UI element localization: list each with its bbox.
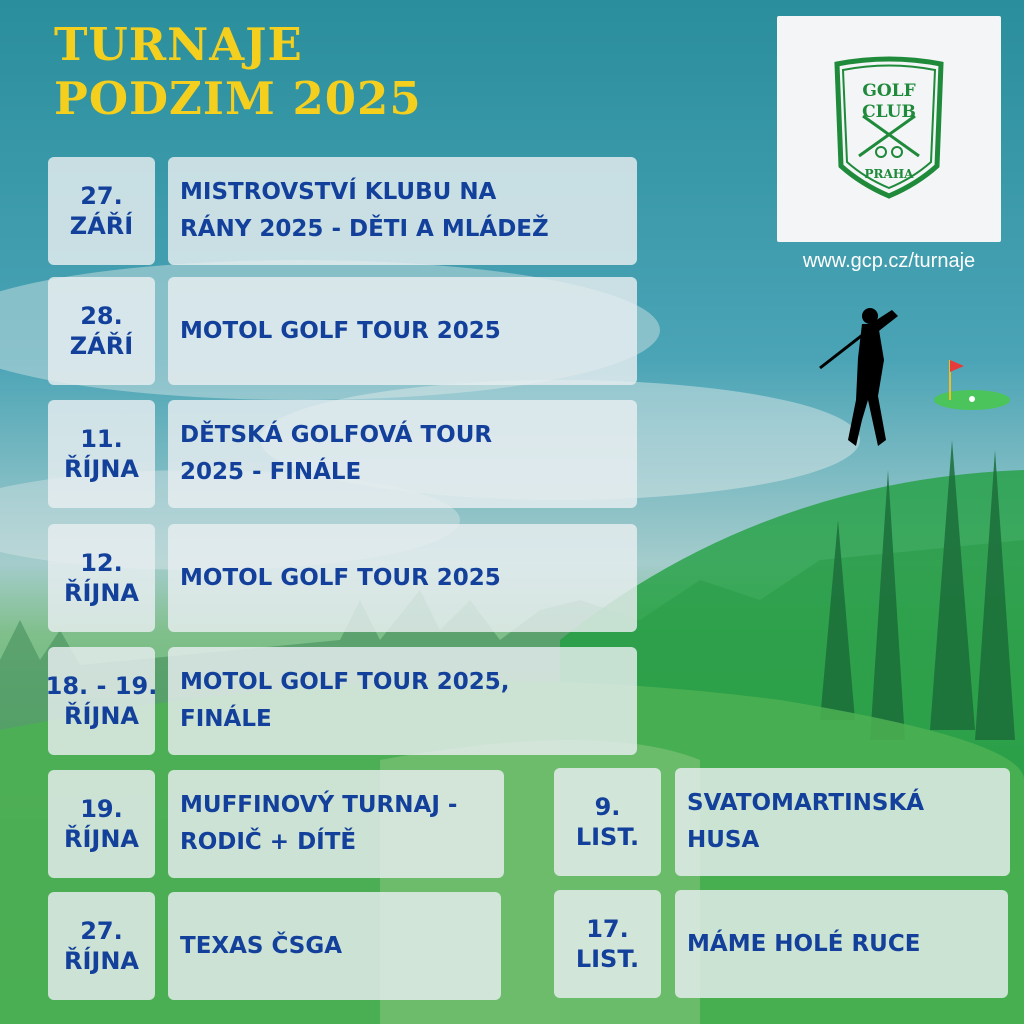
page-title — [54, 18, 422, 126]
logo-text-bottom: PRAHA — [864, 167, 914, 181]
title-line-2: PODZIM 2025 — [54, 72, 422, 125]
event-name-1[interactable]: MISTROVSTVÍ KLUBU NA RÁNY 2025 - DĚTI A MLÁDEŽ — [168, 157, 637, 265]
logo-text-mid: CLUB — [862, 102, 916, 122]
event-name-4[interactable]: MOTOL GOLF TOUR 2025 — [168, 524, 637, 632]
event-date-6: 19. ŘÍJNA — [48, 770, 155, 878]
event-name-6[interactable]: MUFFINOVÝ TURNAJ - RODIČ + DÍTĚ — [168, 770, 504, 878]
event-name-2[interactable]: MOTOL GOLF TOUR 2025 — [168, 277, 637, 385]
event-date-3: 11. ŘÍJNA — [48, 400, 155, 508]
golfer-illustration — [812, 300, 1017, 460]
golf-flag-icon — [934, 360, 1010, 410]
event-date-5: 18. - 19. ŘÍJNA — [48, 647, 155, 755]
event-name-3[interactable]: DĚTSKÁ GOLFOVÁ TOUR 2025 - FINÁLE — [168, 400, 637, 508]
event-name-7[interactable]: TEXAS ČSGA — [168, 892, 501, 1000]
event-date-9: 17. LIST. — [554, 890, 661, 998]
event-name-9[interactable]: MÁME HOLÉ RUCE — [675, 890, 1008, 998]
golf-club-emblem-icon — [777, 16, 1001, 242]
golfer-silhouette-icon — [820, 308, 898, 446]
club-logo — [777, 16, 1001, 242]
event-name-8[interactable]: SVATOMARTINSKÁ HUSA — [675, 768, 1010, 876]
event-date-1: 27. ZÁŘÍ — [48, 157, 155, 265]
event-name-5[interactable]: MOTOL GOLF TOUR 2025, FINÁLE — [168, 647, 637, 755]
event-date-8: 9. LIST. — [554, 768, 661, 876]
event-date-2: 28. ZÁŘÍ — [48, 277, 155, 385]
website-link[interactable]: www.gcp.cz/turnaje — [802, 250, 976, 272]
title-line-1: TURNAJE — [54, 18, 303, 71]
event-date-4: 12. ŘÍJNA — [48, 524, 155, 632]
event-date-7: 27. ŘÍJNA — [48, 892, 155, 1000]
logo-text-top: GOLF — [862, 81, 916, 101]
